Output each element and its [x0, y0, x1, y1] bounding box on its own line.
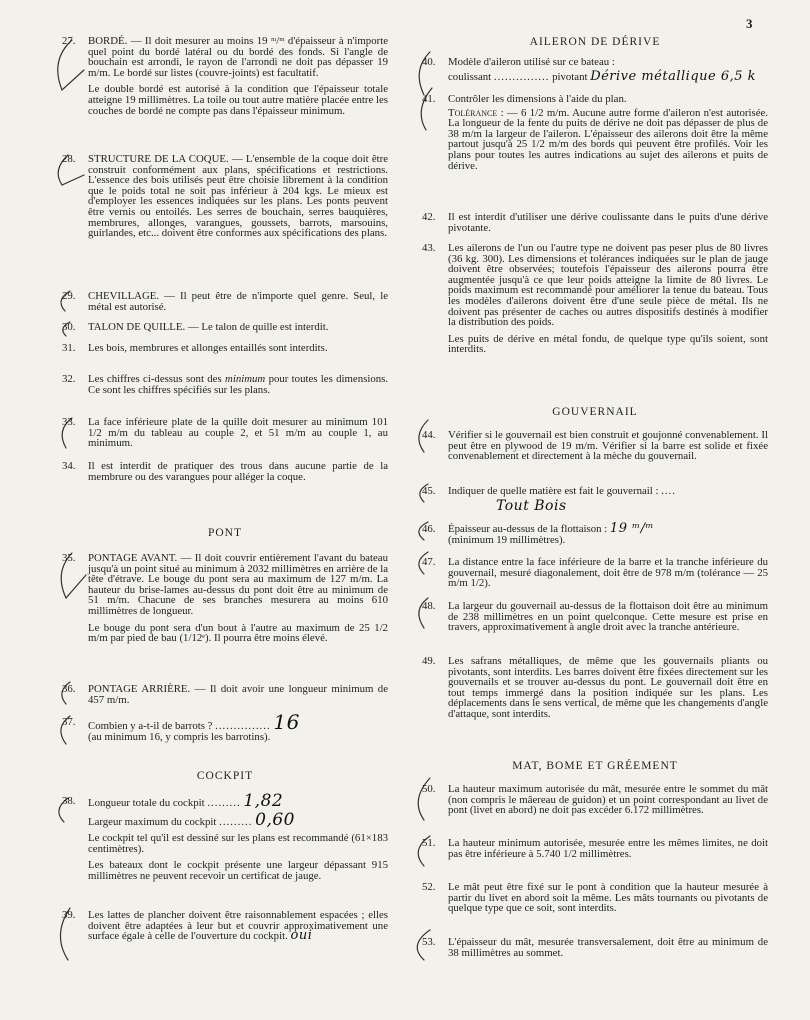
- item-35: [62, 553, 388, 644]
- item-text: Contrôler les dimensions à l'aide du plan.: [448, 93, 627, 105]
- item-text: La hauteur minimum autorisée, mesurée entre les mêmes limites, ne doit pas être inférieure à 5.740 1/2 millimètres.: [448, 837, 768, 860]
- item-text: [88, 374, 388, 395]
- item-52: [422, 882, 768, 914]
- item-number: 28.: [62, 153, 76, 165]
- item-text-part: pour toutes les dimensions. Ce sont les chiffres spécifiés sur les plans.: [88, 373, 389, 396]
- item-number: 38.: [62, 795, 76, 807]
- item-text-part: Les chiffres ci-dessus sont des: [88, 373, 222, 385]
- tolerance-label: Tolérance :: [448, 106, 504, 119]
- item-number: 37.: [62, 716, 76, 728]
- handwritten-cockpit-length: 1,82: [243, 791, 284, 811]
- item-note: (minimum 19 millimètres).: [448, 533, 566, 546]
- item-number: 36.: [62, 683, 76, 695]
- item-number: 31.: [62, 342, 76, 354]
- item-text: L'épaisseur du mât, mesurée transversalement, doit être au minimum de 38 millimètres au sommet.: [448, 936, 768, 959]
- item-text: Le mât peut être fixé sur le pont à condition que la hauteur mesurée à partir du livet en abord soit la même. Les mâts tournants ou pivotants de quelque type que ce soit, sont interdits.: [448, 881, 768, 915]
- item-text-part: Indiquer de quelle matière est fait le gouvernail :: [448, 485, 659, 497]
- item-number: 45.: [422, 485, 436, 497]
- item-text: La largeur du gouvernail au-dessus de la flottaison doit être au minimum de 238 millimètres en un point quelconque. Cette mesure est prise en travers, approximativement à angle droit avec la tranche antérieure.: [448, 600, 768, 634]
- item-30: [62, 322, 388, 333]
- item-text-part: Épaisseur au-dessus de la flottaison :: [448, 523, 608, 535]
- item-text-part: Les lattes de plancher doivent être raisonnablement espacées ; elles doivent être adaptées à leur but et couvrir approximativement une surface égale à celle de l'ouverture du cockpit.: [88, 909, 388, 943]
- item-text: Il est interdit d'utiliser une dérive coulissante dans le puits d'une dérive pivotante.: [448, 211, 768, 234]
- item-33: [62, 417, 388, 449]
- item-number: 35.: [62, 552, 76, 564]
- item-subtext: Le bouge du pont sera d'un bout à l'autre au maximum de 25 1/2 m/m par pied de bau (1/12ᵉ). Il pourra être moins élevé.: [88, 621, 388, 645]
- item-31: [62, 343, 388, 354]
- item-text: [448, 521, 768, 536]
- item-text: Les bois, membrures et allonges entaillés sont interdits.: [88, 342, 328, 354]
- item-number: 49.: [422, 655, 436, 667]
- section-heading-mat: MAT, BOME ET GRÉEMENT: [512, 760, 678, 772]
- handwritten-answer: 19 ᵐ/ᵐ: [609, 521, 654, 536]
- item-41: [422, 94, 768, 171]
- item-subtext: Les puits de dérive en métal fondu, de quelque type qu'ils soient, sont interdits.: [448, 332, 768, 356]
- handwritten-answer: 16: [273, 710, 300, 734]
- item-29: [62, 291, 388, 312]
- item-46: [422, 521, 768, 546]
- item-32: [62, 374, 388, 395]
- item-text: BORDÉ. — Il doit mesurer au moins 19 ᵐ/ᵐ d'épaisseur à n'importe quel point du bordé latéral ou du bordé des fonds. Si l'angle de bouchain est arrondi, le rayon de l'arrondi ne doit pas dépasser 19 m/m. Le bordé sur listes (couvre-joints) est facultatif.: [88, 35, 388, 79]
- item-number: 43.: [422, 242, 436, 254]
- item-options: [448, 68, 768, 84]
- item-number: 44.: [422, 429, 436, 441]
- item-text: CHEVILLAGE. — Il peut être de n'importe quel genre. Seul, le métal est autorisé.: [88, 290, 388, 313]
- item-42: [422, 212, 768, 233]
- item-text: [88, 809, 388, 830]
- item-text: PONTAGE ARRIÈRE. — Il doit avoir une longueur minimum de 457 m/m.: [88, 683, 388, 706]
- item-51: [422, 838, 768, 859]
- item-43: [422, 243, 768, 355]
- item-text: [88, 791, 388, 811]
- item-number: 40.: [422, 56, 436, 68]
- handwritten-answer: Tout Bois: [496, 497, 567, 514]
- fill-dots: ....: [661, 485, 676, 497]
- item-50: [422, 784, 768, 816]
- item-subtext: [448, 108, 768, 172]
- item-number: 27.: [62, 35, 76, 47]
- item-28: [62, 154, 388, 239]
- item-number: 53.: [422, 936, 436, 948]
- item-number: 32.: [62, 373, 76, 385]
- item-number: 33.: [62, 416, 76, 428]
- fill-dots: ...............: [215, 720, 271, 732]
- item-text: La distance entre la face inférieure de la barre et la tranche inférieure du gouvernail, mesuré diagonalement, doit être de 978 m/m (tolérance — 25 m/m 1/2).: [448, 556, 768, 590]
- fill-dots: .........: [207, 797, 241, 809]
- page-number: 3: [746, 16, 753, 31]
- section-heading-cockpit: COCKPIT: [196, 770, 254, 782]
- option-coulissant: coulissant: [448, 70, 492, 83]
- item-text: Vérifier si le gouvernail est bien construit et goujonné convenablement. Il peut être en plywood de 19 m/m. Vérifier si la barre est solide et fixée convenablement et directement à la mèche du gouvernail.: [448, 429, 768, 463]
- item-text-emphasis: minimum: [225, 373, 266, 385]
- item-text: Il est interdit de pratiquer des trous dans aucune partie de la membrure ou des varangues pour alléger la coque.: [88, 460, 388, 483]
- cockpit-length-label: Longueur totale du cockpit: [88, 797, 205, 809]
- cockpit-width-label: Largeur maximum du cockpit: [88, 815, 217, 828]
- item-text: [88, 710, 388, 743]
- section-heading-gouvernail: GOUVERNAIL: [552, 406, 638, 418]
- item-number: 30.: [62, 321, 76, 333]
- item-number: 47.: [422, 556, 436, 568]
- option-pivotant: pivotant: [552, 70, 588, 83]
- item-text: Les ailerons de l'un ou l'autre type ne doivent pas peser plus de 80 livres (36 kg. 300). Les dimensions et tolérances indiquées sur le plan de jauge doivent être observées; toutefois l'épaisseur des ailerons pourra être augmentée jusqu'à ce que leur poids atteigne la limite de 80 livres. Le poids maximum est recommandé pour améliorer la tenue du bateau. Tous les modèles d'ailerons doivent être d'une seule pièce de métal. Ils ne doivent pas présenter de caches ou autres dispositifs destinés à modifier la distribution des poids.: [448, 242, 768, 329]
- item-53: [422, 937, 768, 958]
- item-subtext: Les bateaux dont le cockpit présente une largeur dépassant 915 millimètres ne peuvent recevoir un certificat de jauge.: [88, 859, 388, 882]
- item-subtext: Le cockpit tel qu'il est dessiné sur les plans est recommandé (61×183 centimètres).: [88, 832, 388, 855]
- item-text: Les safrans métalliques, de même que les gouvernails pliants ou pivotants, sont interdits. Les barres doivent être fixées directement sur les gouvernails et se trouver au-dessus du pont. Le gouvernail doit être en tout temps immergé dans la position indiquée sur les plans. Les déplacements dans le sens vertical, de même que les changements d'angle d'attaque, sont interdits.: [448, 655, 768, 720]
- item-subtext: Le double bordé est autorisé à la condition que l'épaisseur totale atteigne 19 millimètres. La toile ou tout autre matière placée entre les couches de bordé ne compte pas dans l'épaisseur minimum.: [88, 83, 388, 117]
- item-number: 46.: [422, 523, 436, 535]
- section-heading-pont: PONT: [207, 527, 243, 539]
- item-text: TALON DE QUILLE. — Le talon de quille est interdit.: [88, 321, 329, 333]
- answer-line: [448, 497, 768, 514]
- item-39: [62, 910, 388, 942]
- item-text: La hauteur maximum autorisée du mât, mesurée entre le sommet du mât (non compris le mâereau de guidon) et un point correspondant au livet de pont (livet en abord) ne doit pas excéder 6.172 millimètres.: [448, 783, 768, 817]
- handwritten-answer: oui: [290, 928, 313, 944]
- question-label: Combien y a-t-il de barrots ?: [88, 720, 213, 732]
- item-40: [422, 57, 768, 82]
- item-number: 51.: [422, 837, 436, 849]
- item-27: [62, 36, 388, 116]
- item-34: [62, 461, 388, 482]
- item-48: [422, 601, 768, 633]
- item-37: [62, 710, 388, 743]
- item-text: La face inférieure plate de la quille doit mesurer au minimum 101 1/2 m/m du tableau au couple 2, et 51 m/m au couple 1, au minimum.: [88, 416, 388, 450]
- item-text: [448, 486, 768, 497]
- item-number: 48.: [422, 600, 436, 612]
- fill-dots: ...............: [493, 70, 550, 83]
- item-45: [422, 486, 768, 512]
- item-number: 42.: [422, 211, 436, 223]
- fill-dots: .........: [219, 815, 253, 828]
- item-text: Modèle d'aileron utilisé sur ce bateau :: [448, 56, 615, 68]
- item-text: [88, 910, 388, 942]
- item-36: [62, 684, 388, 705]
- handwritten-cockpit-width: 0,60: [255, 809, 295, 830]
- item-number: 52.: [422, 881, 436, 893]
- item-number: 50.: [422, 783, 436, 795]
- item-text: PONTAGE AVANT. — Il doit couvrir entièrement l'avant du bateau jusqu'à un point situé au minimum à 2032 millimètres en arrière de la tête d'étrave. Le bouge du pont sera au maximum de 127 m/m. La hauteur du brise-lames au-dessus du pont doit être au minimum de 51 m/m. Chacune de ses branches mesurera au moins 610 millimètres de longueur.: [88, 552, 388, 617]
- section-heading-aileron: AILERON DE DÉRIVE: [529, 36, 661, 48]
- item-subtext-body: — 6 1/2 m/m. Aucune autre forme d'aileron n'est autorisée. La longueur de la fente du puits de dérive ne doit pas dépasser de plus de 38 m/m la largeur de l'aileron. L'épaisseur des ailerons doit être la même partout jusqu'à 25 1/2 m/m des bords qui peuvent être profilés. Voir les plans pour toutes les autres indications au sujet des ailerons et puits de dérive.: [448, 106, 768, 172]
- item-47: [422, 557, 768, 589]
- item-49: [422, 656, 768, 720]
- item-number: 34.: [62, 460, 76, 472]
- item-number: 39.: [62, 909, 76, 921]
- item-44: [422, 430, 768, 462]
- item-38: [62, 791, 388, 882]
- item-number: 29.: [62, 290, 76, 302]
- item-number: 41.: [422, 93, 436, 105]
- item-text: STRUCTURE DE LA COQUE. — L'ensemble de la coque doit être construit conformément aux plans, spécifications et restrictions. L'essence des bois utilisés peut être choisie librement à la condition que le poids total ne soit pas inférieur à 204 kgs. Le mieux est d'employer les essences indiquées sur les plans. Les ponts peuvent être vernis ou entoilés. Les serres de bouchain, serres bauquières, membrures, allonges, varangues, goussets, barrots, marsouins, guirlandes, etc... doivent être conformes aux spécifications des plans.: [88, 153, 388, 240]
- handwritten-answer: Dérive métallique 6,5 k: [590, 68, 757, 84]
- item-note: (au minimum 16, y compris les barrotins).: [88, 730, 271, 743]
